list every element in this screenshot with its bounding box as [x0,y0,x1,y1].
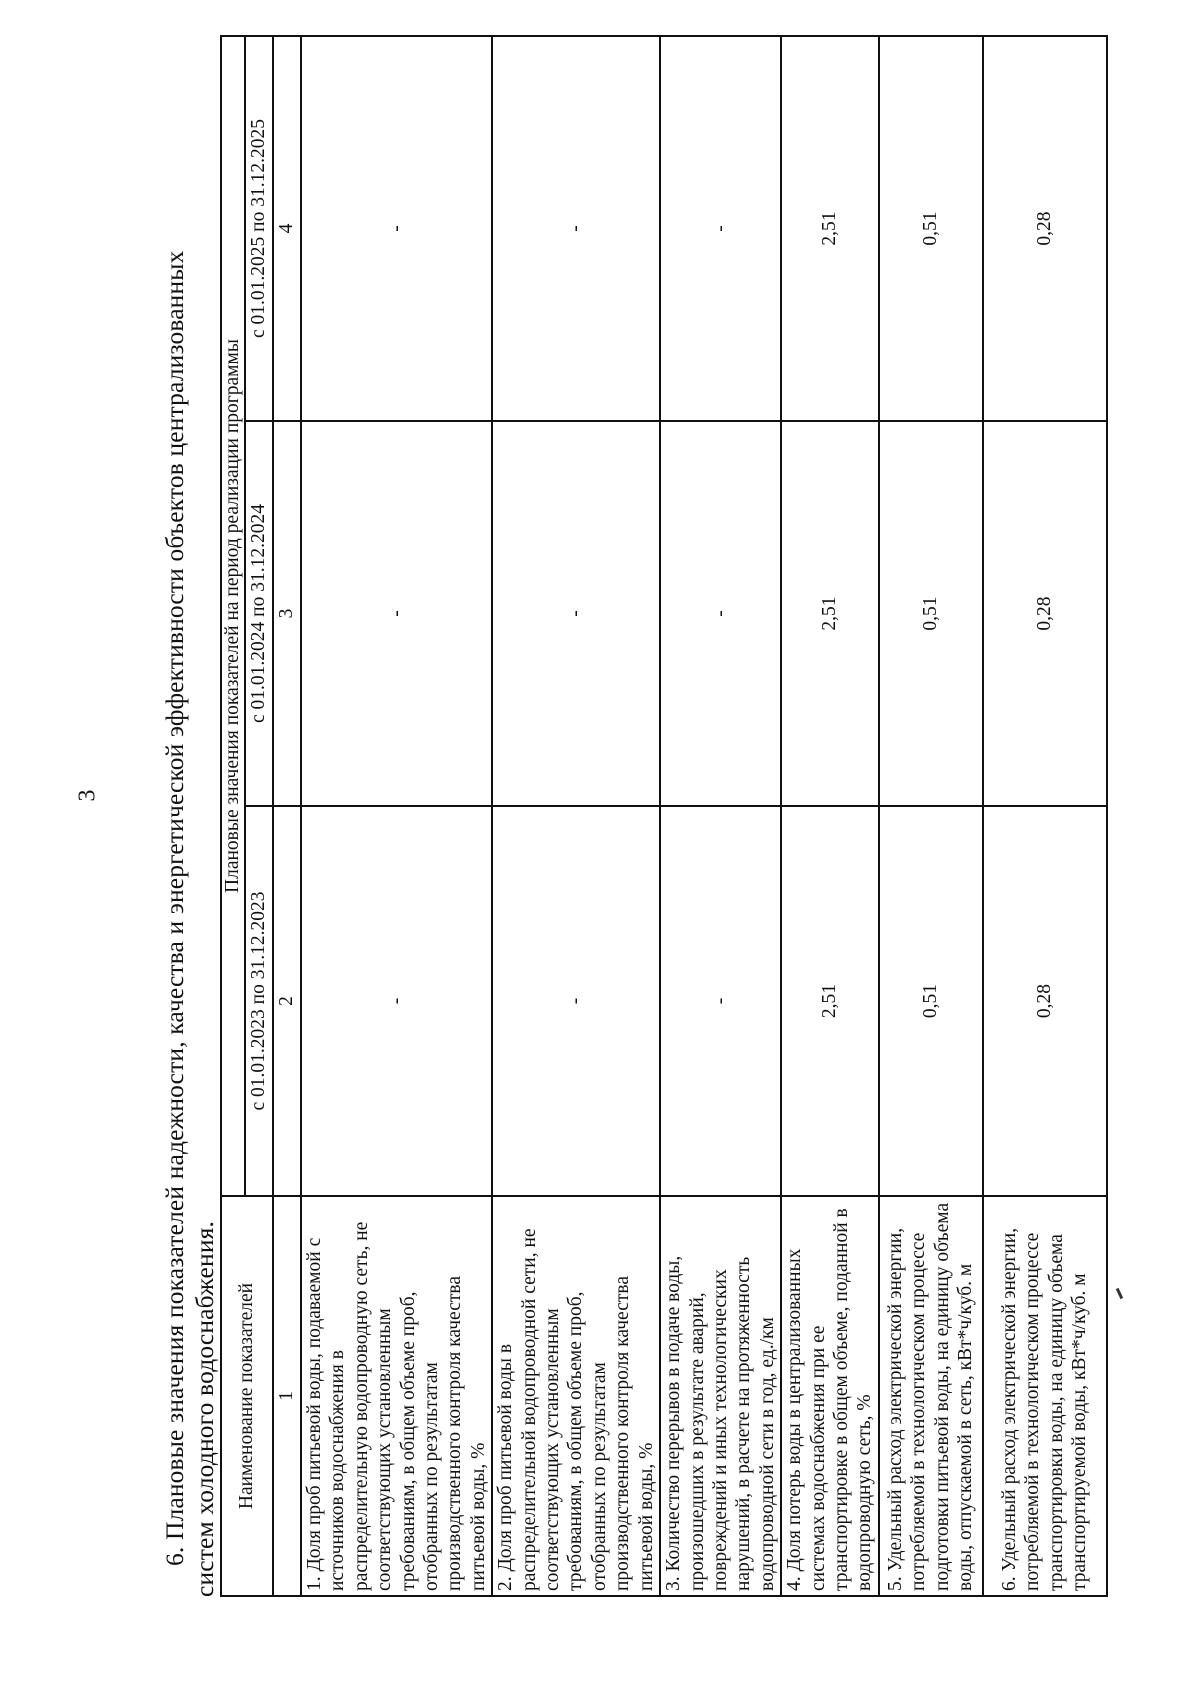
table-row [983,36,1107,1596]
header-row-1 [221,36,245,1596]
column-number-4: 4 [273,36,301,421]
indicator-name: 5. Удельный расход электрической энергии, потребляемой в технологическом процессе подготовки питьевой воды, на единицу объема воды, отпускаемой в сеть, кВт*ч/куб. м [879,1196,983,1596]
title-line-2: систем холодного водоснабжения. [190,1220,219,1597]
indicator-name: 6. Удельный расход электрической энергии, потребляемой в технологическом процессе транспортировки воды, на единицу объема транспортируемой воды, кВт*ч/куб. м [983,1196,1107,1596]
landscape-content [160,37,1200,1597]
indicator-name: 1. Доля проб питьевой воды, подаваемой с источников водоснабжения в распределительную водопроводную сеть, не соответствующих установленным требованиям, в общем объеме проб, отобранных по результатам производственного контроля качества питьевой воды, % [301,1196,492,1596]
value-2025: 2,51 [781,36,879,421]
value-2025: - [492,36,660,421]
indicator-name: 4. Доля потерь воды в централизованных системах водоснабжения при ее транспортировке в общем объеме, поданной в водопроводную сеть, % [781,1196,879,1596]
table-row [781,36,879,1596]
value-2024: 2,51 [781,421,879,806]
value-2025: 0,28 [983,36,1107,421]
indicators-table [220,35,1108,1597]
value-2024: 0,51 [879,421,983,806]
indicator-name: 2. Доля проб питьевой воды в распределительной водопроводной сети, не соответствующих установленным требованиям, в общем объеме проб, отобранных по результатам производственного контроля качества питьевой воды, % [492,1196,660,1596]
value-2024: - [301,421,492,806]
value-2025: 0,51 [879,36,983,421]
value-2024: - [492,421,660,806]
column-number-1: 1 [273,1196,301,1596]
header-period-2025: с 01.01.2025 по 31.12.2025 [245,36,273,421]
column-number-2: 2 [273,806,301,1196]
header-numbers-row [273,36,301,1596]
value-2025: - [660,36,781,421]
column-number-3: 3 [273,421,301,806]
value-2023: 0,28 [983,806,1107,1196]
value-2023: 2,51 [781,806,879,1196]
table-row [879,36,983,1596]
title-line-1: 6. Плановые значения показателей надежности, качества и энергетической эффективности объектов централизованных [160,250,189,1566]
table-row [660,36,781,1596]
header-period-group: Плановые значения показателей на период реализации программы [221,36,245,1196]
value-2023: 0,51 [879,806,983,1196]
document-title [160,37,220,1597]
value-2023: - [492,806,660,1196]
header-name-column: Наименование показателей [221,1196,273,1596]
header-period-2024: с 01.01.2024 по 31.12.2024 [245,421,273,806]
value-2023: - [301,806,492,1196]
value-2024: - [660,421,781,806]
table-row [492,36,660,1596]
value-2024: 0,28 [983,421,1107,806]
value-2025: - [301,36,492,421]
indicator-name: 3. Количество перерывов в подаче воды, произошедших в результате аварий, повреждений и иных технологических нарушений, в расчете на протяженность водопроводной сети в год, ед./км [660,1196,781,1596]
header-period-2023: с 01.01.2023 по 31.12.2023 [245,806,273,1196]
value-2023: - [660,806,781,1196]
table-row [301,36,492,1596]
page-number: 3 [74,789,101,802]
